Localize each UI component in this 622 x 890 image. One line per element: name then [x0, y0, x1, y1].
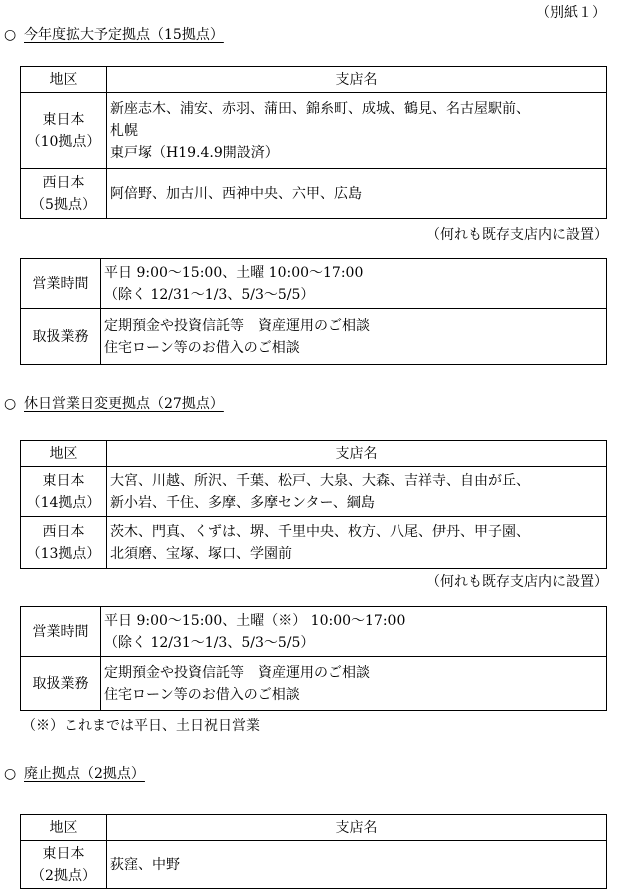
- services-line: 住宅ローン等のお借入のご相談: [104, 686, 300, 703]
- area-name: 東日本: [42, 111, 85, 128]
- table-row: [21, 841, 607, 889]
- info-row-hours: [21, 259, 607, 309]
- branch-line: 札幌: [110, 122, 138, 139]
- bullet-circle-icon: ○: [4, 396, 17, 412]
- header-area: 地区: [21, 67, 107, 93]
- section1-heading: [4, 28, 224, 42]
- area-name: 西日本: [42, 174, 85, 191]
- table-row: [21, 93, 607, 169]
- branch-line: 阿倍野、加古川、西神中央、六甲、広島: [110, 185, 362, 202]
- table-row: [21, 169, 607, 219]
- services-line: 住宅ローン等のお借入のご相談: [104, 339, 300, 356]
- section3-heading-text: 廃止拠点（2拠点）: [24, 766, 145, 782]
- section3-branch-table: [20, 814, 607, 889]
- section3-heading: [4, 767, 145, 781]
- area-cell-east: [21, 467, 107, 517]
- area-count: （13拠点）: [26, 545, 101, 562]
- branch-line: 新座志木、浦安、赤羽、蒲田、錦糸町、成城、鶴見、名古屋駅前、: [110, 100, 530, 117]
- info-row-services: [21, 309, 607, 365]
- hours-line: （除く 12/31～1/3、5/3～5/5）: [104, 286, 315, 303]
- hours-line: 平日 9:00～15:00、土曜（※） 10:00～17:00: [104, 612, 406, 629]
- table-header-row: [21, 815, 607, 841]
- section2-heading: [4, 397, 224, 411]
- appendix-label: （別紙１）: [536, 5, 606, 21]
- section1-heading-text: 今年度拡大予定拠点（15拠点）: [24, 27, 224, 43]
- header-area: 地区: [21, 815, 107, 841]
- hours-value: [101, 607, 607, 657]
- section2-branch-table: [20, 440, 607, 569]
- area-count: （14拠点）: [26, 494, 101, 511]
- section2-note: （何れも既存支店内に設置）: [426, 574, 608, 590]
- area-name: 東日本: [42, 472, 85, 489]
- branch-line: 東戸塚（H19.4.9開設済）: [110, 144, 279, 161]
- area-count: （5拠点）: [31, 196, 96, 213]
- table-header-row: [21, 441, 607, 467]
- branch-line: 北須磨、宝塚、塚口、学園前: [110, 545, 292, 562]
- services-value: [101, 657, 607, 711]
- bullet-circle-icon: ○: [4, 766, 17, 782]
- bullet-circle-icon: ○: [4, 27, 17, 43]
- branch-list-east: [107, 841, 607, 889]
- area-name: 西日本: [42, 523, 85, 540]
- services-label: 取扱業務: [21, 657, 101, 711]
- table-row: [21, 467, 607, 517]
- hours-label: 営業時間: [21, 607, 101, 657]
- area-cell-west: [21, 169, 107, 219]
- info-row-hours: [21, 607, 607, 657]
- table-header-row: [21, 67, 607, 93]
- branch-list-west: [107, 169, 607, 219]
- section2-info-table: [20, 606, 607, 711]
- section1-branch-table: [20, 66, 607, 219]
- section2-heading-text: 休日営業日変更拠点（27拠点）: [24, 396, 224, 412]
- branch-line: 荻窪、中野: [110, 856, 180, 873]
- services-line: 定期預金や投資信託等 資産運用のご相談: [104, 317, 370, 334]
- table-row: [21, 517, 607, 569]
- services-label: 取扱業務: [21, 309, 101, 365]
- branch-list-east: [107, 93, 607, 169]
- hours-label: 営業時間: [21, 259, 101, 309]
- info-row-services: [21, 657, 607, 711]
- branch-line: 茨木、門真、くずは、堺、千里中央、枚方、八尾、伊丹、甲子園、: [110, 523, 530, 540]
- area-name: 東日本: [42, 845, 85, 862]
- section1-info-table: [20, 258, 607, 365]
- area-count: （2拠点）: [31, 867, 96, 884]
- branch-list-east: [107, 467, 607, 517]
- area-cell-east: [21, 841, 107, 889]
- header-area: 地区: [21, 441, 107, 467]
- hours-line: （除く 12/31～1/3、5/3～5/5）: [104, 634, 315, 651]
- services-value: [101, 309, 607, 365]
- area-cell-west: [21, 517, 107, 569]
- branch-line: 新小岩、千住、多摩、多摩センター、綱島: [110, 494, 375, 511]
- hours-value: [101, 259, 607, 309]
- branch-line: 大宮、川越、所沢、千葉、松戸、大泉、大森、吉祥寺、自由が丘、: [110, 472, 530, 489]
- section1-note: （何れも既存支店内に設置）: [426, 227, 608, 243]
- section2-footnote: （※）これまでは平日、土日祝日営業: [22, 718, 260, 734]
- services-line: 定期預金や投資信託等 資産運用のご相談: [104, 664, 370, 681]
- area-cell-east: [21, 93, 107, 169]
- area-count: （10拠点）: [26, 133, 101, 150]
- header-branch: 支店名: [107, 67, 607, 93]
- header-branch: 支店名: [107, 815, 607, 841]
- hours-line: 平日 9:00～15:00、土曜 10:00～17:00: [104, 264, 364, 281]
- branch-list-west: [107, 517, 607, 569]
- header-branch: 支店名: [107, 441, 607, 467]
